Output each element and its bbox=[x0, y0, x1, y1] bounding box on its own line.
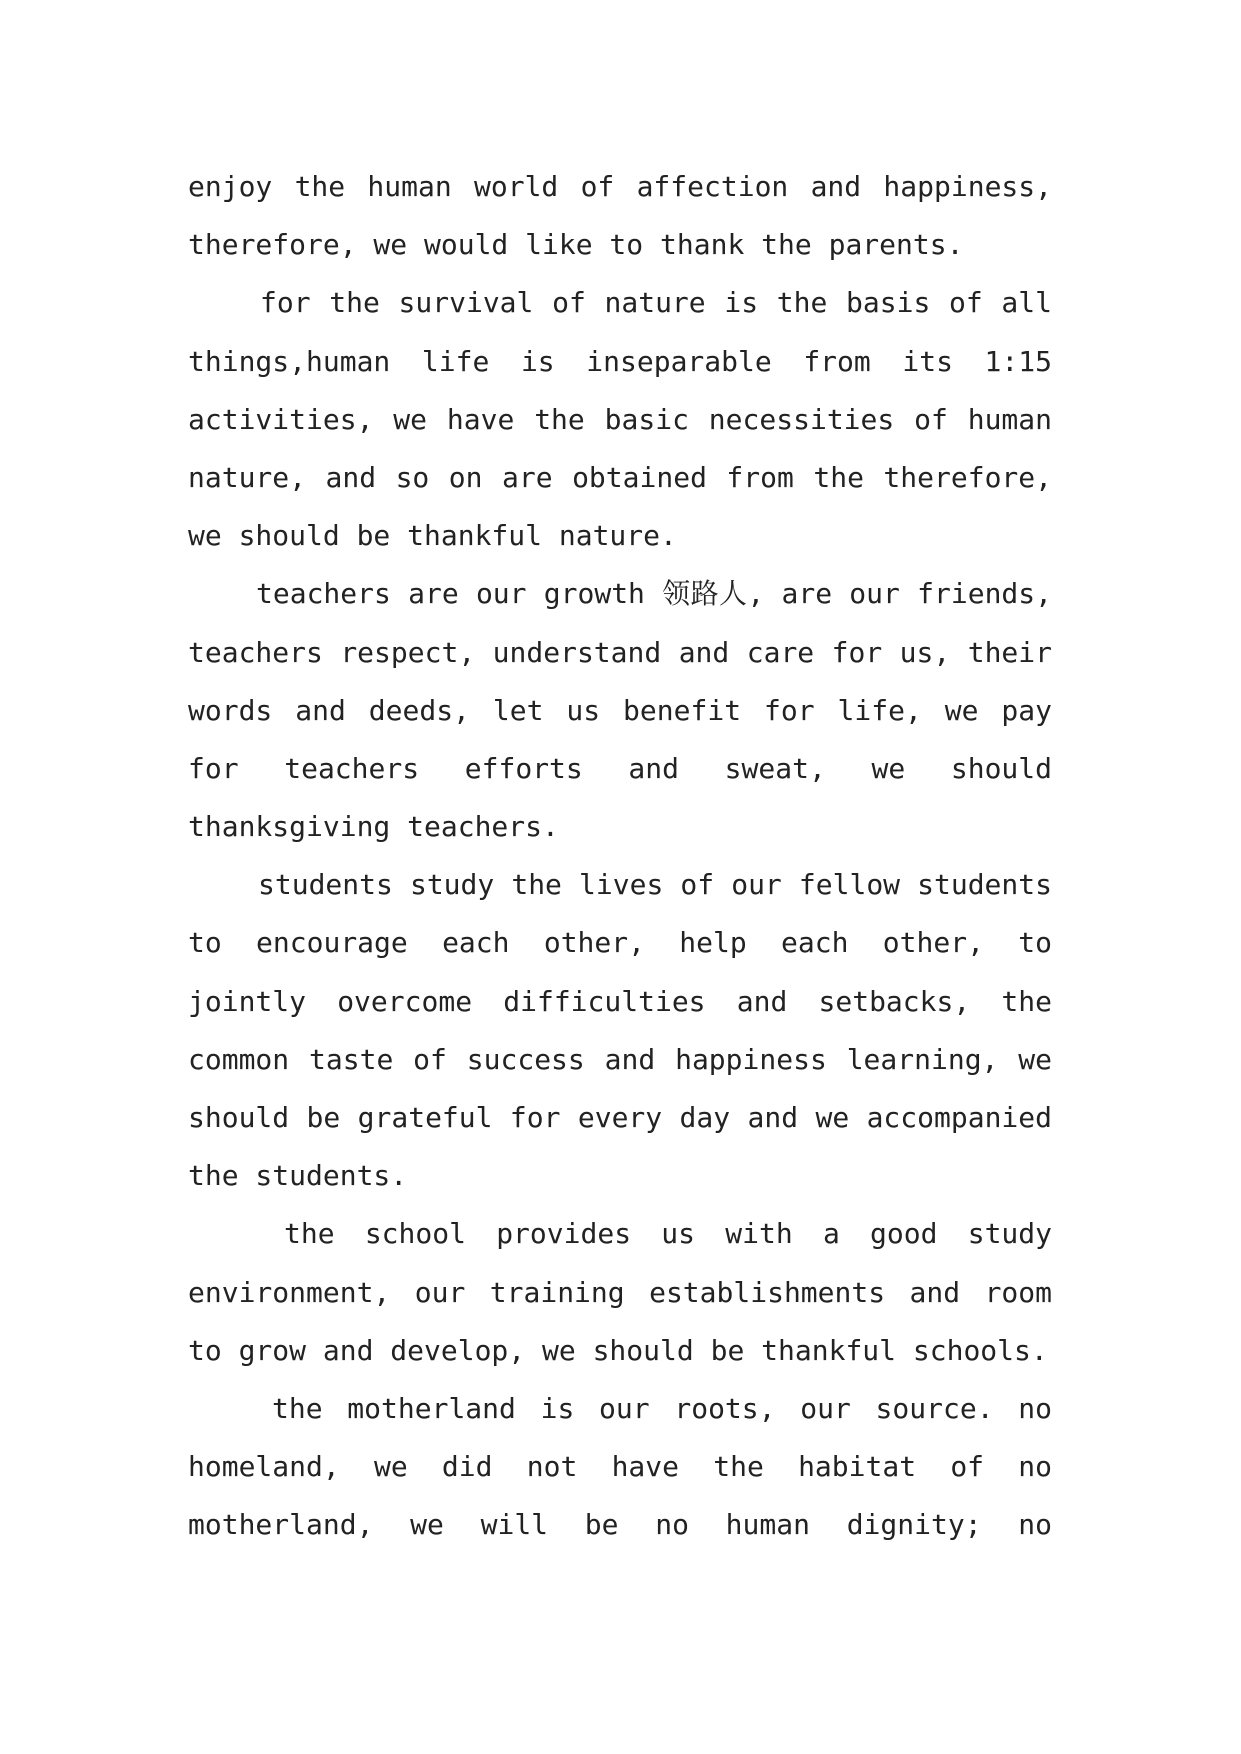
text-line: jointly overcome difficulties and setbacks, the bbox=[188, 984, 1052, 1018]
text-line: teachers respect, understand and care for us, their bbox=[188, 635, 1052, 669]
body-text bbox=[188, 158, 1052, 1555]
paragraph-first-line: for the survival of nature is the basis of all bbox=[260, 286, 1052, 320]
text-line: the students. bbox=[188, 1159, 408, 1193]
paragraph-first-line: teachers are our growth 领路人, are our friends, bbox=[256, 577, 1052, 611]
text-line: thanksgiving teachers. bbox=[188, 810, 559, 844]
text-line: enjoy the human world of affection and happiness, bbox=[188, 170, 1052, 203]
paragraph-first-line: the motherland is our roots, our source. no bbox=[272, 1391, 1052, 1425]
text-line: activities, we have the basic necessities of human bbox=[188, 402, 1052, 436]
text-line: should be grateful for every day and we accompanied bbox=[188, 1101, 1052, 1134]
text-line: nature, and so on are obtained from the therefore, bbox=[188, 460, 1052, 494]
text-line: common taste of success and happiness learning, we bbox=[188, 1042, 1052, 1076]
paragraph-first-line: students study the lives of our fellow students bbox=[258, 868, 1052, 902]
text-line: environment, our training establishments and room bbox=[188, 1275, 1052, 1309]
text-line: words and deeds, let us benefit for life, we pay bbox=[188, 693, 1052, 727]
text-line: homeland, we did not have the habitat of no bbox=[188, 1450, 1052, 1484]
paragraph-first-line: the school provides us with a good study bbox=[284, 1217, 1052, 1251]
text-line: for teachers efforts and sweat, we should bbox=[188, 751, 1052, 785]
text-line: to encourage each other, help each other, to bbox=[188, 926, 1052, 960]
text-line: we should be thankful nature. bbox=[188, 519, 677, 553]
text-line: motherland, we will be no human dignity; no bbox=[188, 1508, 1052, 1542]
text-line: therefore, we would like to thank the parents. bbox=[188, 228, 964, 262]
text-line: to grow and develop, we should be thankful schools. bbox=[188, 1333, 1048, 1367]
text-line: things,human life is inseparable from its 1:15 bbox=[188, 344, 1052, 378]
